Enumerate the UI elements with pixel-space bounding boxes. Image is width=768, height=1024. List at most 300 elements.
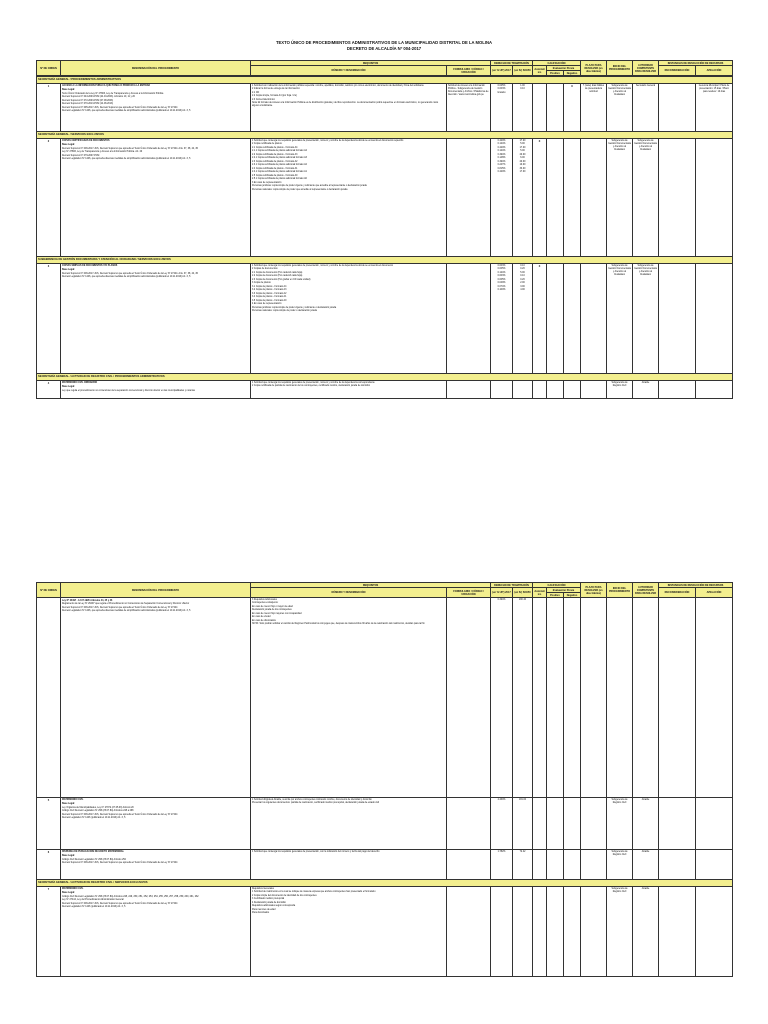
legal-basis-line: Base Legal: [62, 144, 75, 147]
col-recursos: INSTANCIAS DE RESOLUCIÓN DE RECURSOS [659, 61, 733, 66]
start-cell: Subgerencia de Registro Civil [607, 887, 633, 977]
requirement-line: 3.4 Copia de planos - Formato A1 [252, 296, 287, 299]
legal-basis-line: Decreto Supremo Nº 006-2017-JUS, Decreto Supremo que aprueba el Texto Único Ordenado de la Ley Nº 27444 [62, 902, 178, 905]
col-orden: Nº DE ORDEN [37, 61, 61, 76]
uit-value: 0.025% [497, 84, 506, 87]
col-plazo: PLAZO PARA RESOLVER (en días hábiles) [581, 61, 607, 76]
col-negativo: Negativo [564, 71, 581, 76]
requirement-line: 1 Solicitud que contenga los requisitos generales de presentación, número y nombre de la dependencia donde se encuentra el documento requerido [252, 139, 404, 142]
soles-value: 20.00 [519, 160, 526, 163]
positive-cell [547, 850, 564, 880]
requirements-cell [251, 887, 447, 977]
uit-cell [491, 887, 513, 977]
legal-basis-line: Código Civil Decreto Legislativo Nº 295 (25.07.84) Artículos 248, 249, 250, 251, 252, 253, 254, 255, 256, 257, 258, 259, 260, 261, 262 [62, 895, 199, 898]
requirement-line: En caso de menor hijo o mayor de edad [252, 605, 293, 608]
positive-cell [547, 381, 564, 399]
col-inicio: INICIO DEL PROCEDIMIENTO [607, 583, 633, 598]
uit-value: 0.124% [497, 150, 506, 153]
col-formulario: FORMULARIO / CÓDIGO / UBICACIÓN [447, 66, 491, 76]
requirement-line: 2 Copia certificada de planos: [252, 143, 283, 146]
legal-basis-line: Reglamento de la Ley Nº 26497 que regula el Procedimiento no Contencioso de Separación Convencional y Divorcio Ulterior [62, 603, 190, 606]
procedure-cell [61, 264, 251, 374]
col-uit: (en % UIT) 2017 [491, 588, 513, 598]
legal-basis-line: Base Legal: [62, 803, 75, 806]
section-header-row [37, 77, 733, 84]
row-number: 7 [37, 887, 61, 977]
uit-cell [491, 84, 513, 132]
requirement-line: 2.3.1 Copia certificada de planos adicional formato A2 [252, 164, 307, 167]
requirement-line: 2.1.1 Copia certificada de planos adicional formato A4 [252, 150, 307, 153]
requirements-cell [251, 139, 447, 257]
soles-cell [513, 798, 533, 850]
col-apelacion: APELACIÓN [696, 66, 733, 76]
legal-basis-line: Ley que regula el procedimiento no contencioso de la separación convencional y divorcio ulterior en las municipalidades y notarías [62, 389, 195, 392]
section-header-row [37, 132, 733, 139]
col-automatico: Automát ico [533, 588, 547, 598]
negative-cell [564, 850, 581, 880]
authority-cell: Secretario General [633, 84, 659, 132]
legal-basis-line: Decreto Supremo Nº 006-2017-JUS, Decreto Supremo que aprueba el Texto Único Ordenado de la Ley Nº 27444. Arts. 37, 38, 44, 45 [62, 147, 198, 150]
soles-value: 5.00 [520, 143, 525, 146]
soles-cell [513, 139, 533, 257]
legal-basis-line: Base Legal: [62, 892, 75, 895]
requirement-line: 2.2 Copia certificada de planos - Formato A3 [252, 153, 298, 156]
requirement-line: Personas naturales: copia simple de poder que acredite al representante o declaración jurada [252, 188, 348, 191]
row-number: 1 [37, 84, 61, 132]
requirement-line: En caso de viudez [252, 616, 271, 619]
soles-value: 20.00 [519, 153, 526, 156]
negative-cell: X [564, 84, 581, 132]
col-formulario: FORMULARIO / CÓDIGO / UBICACIÓN [447, 588, 491, 598]
procedure-name: COPIAS SIMPLES DE DOCUMENTOS Y/O PLANOS [62, 264, 118, 267]
requirement-line: En caso de divorciados [252, 619, 276, 622]
start-cell: Subgerencia de Gestión Documentaria y Atención al Ciudadano [607, 84, 633, 132]
uit-value: 0.003% [497, 88, 506, 91]
positive-cell [547, 264, 564, 374]
section-header-row [37, 257, 733, 264]
col-uit: (en % UIT) 2017 [491, 66, 513, 76]
col-inicio: INICIO DEL PROCEDIMIENTO [607, 61, 633, 76]
col-reconsideracion: RECONSIDERACIÓN [659, 588, 696, 598]
requirement-line: 2.2.1 Copia certificada de planos adicional formato A3 [252, 157, 307, 160]
requirement-line: Personas jurídicas: copia simple de poder vigente y suficiente o declaración jurada [252, 306, 337, 309]
soles-cell [513, 84, 533, 132]
deadline-cell: 7 (siete) días hábiles de presentada la solicitud [581, 84, 607, 132]
uit-cell [491, 598, 513, 798]
col-autoridad: AUTORIDAD COMPETENTE PARA RESOLVER [633, 61, 659, 76]
legal-basis-line: Base Legal: [62, 269, 75, 272]
positive-cell [547, 887, 564, 977]
procedure-name: MATRIMONIO CIVIL [62, 887, 84, 890]
deadline-cell [581, 139, 607, 257]
requirement-line: 2.1 CD [252, 91, 260, 94]
requirement-line: Declaración jurada de los contrayentes [252, 609, 292, 612]
soles-value: 4.00 [520, 289, 525, 292]
appeal-cell [696, 887, 733, 977]
requirement-line: 1 Solicitud que contenga los requisitos generales de presentación, número y nombre de la dependencia donde se encuentra el documento [252, 264, 393, 267]
procedure-cell [61, 850, 251, 880]
uit-value: 0.494% [497, 160, 506, 163]
legal-basis-line: Decreto Legislativo Nº 1246, que aprueba diversas medidas de simplificación administrativa (publicado el 10.11.2016) Art. 3, 5 [62, 276, 191, 279]
table-row [37, 798, 733, 850]
col-derecho: DERECHO DE TRAMITACIÓN [491, 583, 533, 588]
uit-value: 0.005% [497, 278, 506, 281]
reconsideration-cell [659, 887, 696, 977]
procedures-table-page-2 [36, 582, 733, 977]
col-recursos: INSTANCIAS DE RESOLUCIÓN DE RECURSOS [659, 583, 733, 588]
soles-cell [513, 887, 533, 977]
uit-value: 0.074% [497, 285, 506, 288]
automatic-cell [533, 598, 547, 798]
requirement-line: 2 Copia simple del documento de identidad de los contrayentes [252, 894, 317, 897]
section-title: SECRETARÍA GENERAL / SERVICIOS EXCLUSIVOS [37, 132, 733, 139]
requirement-line: Contrayentes extranjeros: [252, 602, 279, 605]
form-cell [447, 139, 491, 257]
requirements-cell [251, 850, 447, 880]
soles-value: 72.42 [519, 850, 526, 853]
requirement-line: 4 Declaración jurada de domicilio [252, 901, 286, 904]
row-number: 5 [37, 798, 61, 850]
soles-cell [513, 381, 533, 399]
authority-cell [633, 598, 659, 798]
section-header-row [37, 880, 733, 887]
col-automatico: Automát ico [533, 66, 547, 76]
requirement-line: NOTA: Solo podrán solicitar el cambio de Régimen Patrimonial los cónyuges que, después de transcurridos 30 años de la celebración del matrimonio, decidan para tal fin [252, 623, 425, 626]
authority-cell: Alcalde [633, 850, 659, 880]
positive-cell [547, 139, 564, 257]
uit-value: 1.782% [497, 850, 506, 853]
legal-basis-line: Base Legal: [62, 386, 75, 389]
requirements-cell [251, 84, 447, 132]
uit-value: 0.148% [497, 157, 506, 160]
uit-value: 0.005% [497, 268, 506, 271]
appeal-cell [696, 798, 733, 850]
form-cell: Solicitud de Acceso a la Información Pública - Subgerencia de Gestión Documentaria y Archivo / Plataforma de Atención / www.munimolina.gob.pe [447, 84, 491, 132]
col-calificacion: CALIFICACIÓN [533, 61, 581, 66]
requirement-line: 1 Solicitud con indicación de la información pública requerida: nombre, apellidos, domicilio, teléfono y/o correo electrónico, documento de identidad y firma del solicitante [252, 84, 424, 87]
procedure-cell [61, 381, 251, 399]
col-soles: (en S/) S/4050 [513, 588, 533, 598]
decree-number: DECRETO DE ALCALDÍA Nº 004-2017 [346, 46, 422, 51]
appeal-cell: Gerencia Municipal / Plazo de presentación: 15 días / Plazo para resolver: 10 días [696, 84, 733, 132]
form-cell [447, 850, 491, 880]
requirement-line: 2.5 Copia certificada de planos - Formato A0 [252, 174, 298, 177]
automatic-cell [533, 850, 547, 880]
document-page-1 [36, 40, 732, 510]
uit-value: 0.003% [497, 275, 506, 278]
legal-basis-line: Código Civil Decreto Legislativo Nº 295 (25.07.84) Artículos 248 a 268 [62, 810, 134, 813]
requirement-line: 1 Solicitud de matrimonio en la cual se indique de manera expresa que ambos contrayentes han presentado el formulario [252, 891, 376, 894]
deadline-cell [581, 798, 607, 850]
col-evaluacion: Evaluación Previa [547, 66, 581, 71]
document-page-2 [36, 582, 732, 1024]
requirements-cell [251, 798, 447, 850]
soles-cell [513, 850, 533, 880]
appeal-cell [696, 850, 733, 880]
appeal-cell [696, 598, 733, 798]
col-negativo: Negativo [564, 593, 581, 598]
requirement-line: Personas naturales: copia simple de poder o declaración jurada [252, 310, 317, 313]
requirement-line: En caso de menor hijo mayores con incapacidad [252, 612, 302, 615]
soles-value: 17.00 [519, 146, 526, 149]
procedure-cell [61, 598, 251, 798]
automatic-cell [533, 798, 547, 850]
deadline-cell [581, 850, 607, 880]
row-number: 6 [37, 850, 61, 880]
soles-value: 181.00 [518, 798, 527, 801]
col-procedure: DENOMINACIÓN DEL PROCEDIMIENTO [61, 583, 251, 598]
uit-value: 0.100% [497, 289, 506, 292]
negative-cell [564, 264, 581, 374]
appeal-cell [696, 264, 733, 374]
col-positivo: Positivo [547, 71, 564, 76]
requirement-line: 1 Solicitud que contenga los requisitos generales de presentación, número y nombre de la dependencia correspondiente [252, 381, 375, 384]
start-cell: Subgerencia de Registro Civil [607, 850, 633, 880]
col-requisitos: REQUISITOS [251, 61, 491, 66]
requirement-line: 2.3 Copia de documento (Por grabar en CD cada unidad) [252, 278, 311, 281]
uit-value: 4.460% [497, 798, 506, 801]
uit-cell [491, 264, 513, 374]
row-number: 4 [37, 381, 61, 399]
requirements-cell [251, 381, 447, 399]
soles-value: 0.20 [520, 278, 525, 281]
reconsideration-cell [659, 798, 696, 850]
uit-value: 0.247% [497, 164, 506, 167]
col-evaluacion: Evaluación Previa [547, 588, 581, 593]
negative-cell [564, 798, 581, 850]
legal-basis-line: Ley Nº 26497 - 12.07.1995 Artículos 44, 45 y 46 [62, 599, 113, 602]
legal-basis-line: Decreto Supremo Nº 006-2017-JUS, Decreto Supremo que aprueba el Texto Único Ordenado de la Ley Nº 27444 [62, 862, 178, 865]
legal-basis-line: Decreto Legislativo Nº 1246 (publicado el 10.11.2016) Art. 3, 5 [62, 817, 126, 820]
legal-basis-line: Texto Único Ordenado de la Ley Nº 27806, Ley de Transparencia y Acceso a la Información Pública [62, 92, 164, 95]
col-plazo: PLAZO PARA RESOLVER (en días hábiles) [581, 583, 607, 598]
requirement-line: 1 Solicitud dirigida al Alcalde, suscrita por ambos contrayentes indicando nombre, documento de identidad y domicilio [252, 798, 372, 801]
requirement-line: 2.5.1 Copia certificada de planos adicional formato A0 [252, 178, 307, 181]
col-reconsideracion: RECONSIDERACIÓN [659, 66, 696, 76]
requirement-line: 1 Solicitud que contenga los requisitos generales de presentación, con la indicación del número y fecha del pago del derecho [252, 850, 380, 853]
soles-value: 10.00 [519, 164, 526, 167]
legal-basis-line: Decreto Supremo Nº 006-2017-JUS, Decreto Supremo que aprueba el Texto Único Ordenado de la Ley Nº 27444 [62, 606, 178, 609]
requirement-line: 3 En caso de representación: [252, 181, 282, 184]
appeal-cell [696, 381, 733, 399]
soles-value: 0.10 [520, 264, 525, 267]
reconsideration-cell [659, 850, 696, 880]
requirement-line: 2.4 Copia certificada de planos - Formato A1 [252, 167, 298, 170]
requirement-line: 2.2 Copia de documento (Por cada A3 cada hoja) [252, 275, 303, 278]
soles-value: 5.00 [520, 150, 525, 153]
soles-value: 0.10 [520, 88, 525, 91]
procedures-table [36, 60, 733, 76]
authority-cell: Alcalde [633, 381, 659, 399]
legal-basis-line: Base Legal: [62, 89, 75, 92]
requirement-line: Para menores de edad [252, 908, 276, 911]
deadline-cell [581, 598, 607, 798]
requirement-line: 3 Certificado médico prenupcial [252, 898, 285, 901]
requirement-line: 2.2 Copia simple, formato A4 (por hoja / c/u) [252, 95, 297, 98]
col-procedure: DENOMINACIÓN DEL PROCEDIMIENTO [61, 61, 251, 76]
procedures-table-body [36, 76, 733, 399]
uit-value: 0.420% [497, 146, 506, 149]
start-cell: Subgerencia de Gestión Documentaria y Atención al Ciudadano [607, 264, 633, 374]
automatic-cell [533, 381, 547, 399]
table-row [37, 887, 733, 977]
soles-value: 2.00 [520, 282, 525, 285]
legal-basis-line: Decreto Legislativo Nº 1246 (publicado el 10.11.2016) Art. 3, 5 [62, 906, 126, 909]
reconsideration-cell [659, 84, 696, 132]
row-number: 3 [37, 264, 61, 374]
procedure-name: ACCESO A LA INFORMACIÓN PÚBLICA QUE POSEA O PRODUZCA LA ENTIDAD [62, 84, 151, 87]
procedure-cell [61, 84, 251, 132]
requirement-line: 2.1 Copia de documento (Por cada A4 cada hoja) [252, 271, 303, 274]
requirement-line: 2 Copia certificada de partida de nacimiento de los contrayentes, certificado médico, declaración jurada de domicilio [252, 385, 370, 388]
uit-value: 0.494% [497, 153, 506, 156]
requirement-line: Personas jurídicas: copia simple de poder vigente y suficiente que acredite al representante o declaración jurada [252, 185, 367, 188]
requirement-line: 2.1 Copia certificada de planos - Formato A4 [252, 146, 298, 149]
legal-basis-line: Ley Nº 27806, Ley de Transparencia y Acceso a la Información Pública. Art. 20 [62, 151, 143, 154]
requirement-line: Requisitos adicionales según corresponda [252, 905, 296, 908]
uit-value: 0.420% [497, 139, 506, 142]
positive-cell [547, 598, 564, 798]
form-cell [447, 598, 491, 798]
requirement-line: 2.3 Correo Electrónico [252, 98, 275, 101]
uit-value: 0.494% [497, 598, 506, 601]
uit-cell [491, 798, 513, 850]
deadline-cell [581, 887, 607, 977]
deadline-cell [581, 381, 607, 399]
document-title: TEXTO ÚNICO DE PROCEDIMIENTOS ADMINISTRATIVOS DE LA MUNICIPALIDAD DISTRITAL DE LA MOLINA [275, 40, 493, 45]
start-cell: Subgerencia de Registro Civil [607, 798, 633, 850]
col-positivo: Positivo [547, 593, 564, 598]
automatic-cell [533, 887, 547, 977]
legal-basis-line: Decreto Supremo Nº 006-2017-JUS, Decreto Supremo que aprueba el Texto Único Ordenado de la Ley Nº 27444 [62, 813, 178, 816]
procedure-cell [61, 798, 251, 850]
table-row [37, 139, 733, 257]
automatic-cell [533, 84, 547, 132]
soles-value: 1.00 [520, 84, 525, 87]
table-row [37, 850, 733, 880]
uit-value: 0.049% [497, 282, 506, 285]
soles-value: 17.00 [519, 139, 526, 142]
uit-cell [491, 139, 513, 257]
section-title: SECRETARÍA GENERAL / ACTIVIDAD DE REGISTRO CIVIL / PROCEDIMIENTOS ADMINISTRATIVOS [37, 374, 733, 381]
negative-cell [564, 381, 581, 399]
requirement-line: Presentar los siguientes documentos: partida de nacimiento, certificado médico prenupcial, declaración jurada de estado civil [252, 802, 380, 805]
col-numero: NÚMERO Y DENOMINACIÓN [251, 588, 447, 598]
uit-value: Gratuito [497, 91, 506, 94]
section-title: SECRETARÍA GENERAL / ACTIVIDAD DE REGISTRO CIVIL / SERVICIOS EXCLUSIVOS [37, 880, 733, 887]
positive-cell [547, 84, 564, 132]
procedure-cell [61, 887, 251, 977]
legal-basis-line: Código Civil Decreto Legislativo Nº 295 (25.07.84) Artículo 252 [62, 858, 126, 861]
automatic-cell: X [533, 139, 547, 257]
soles-value: 0.10 [520, 275, 525, 278]
col-numero: NÚMERO Y DENOMINACIÓN [251, 66, 447, 76]
reconsideration-cell [659, 598, 696, 798]
section-header-row [37, 374, 733, 381]
negative-cell [564, 598, 581, 798]
appeal-cell [696, 139, 733, 257]
requirement-line: Requisitos Generales [252, 887, 274, 890]
uit-value: 0.124% [497, 143, 506, 146]
soles-cell [513, 264, 533, 374]
requirements-cell [251, 264, 447, 374]
authority-cell: Subgerencia de Gestión Documentaria y Atención al Ciudadano [633, 139, 659, 257]
procedure-name: DISPENSA DE PUBLICACIÓN DE EDICTO MATRIMONIAL [62, 850, 124, 853]
uit-value: 0.003% [497, 264, 506, 267]
authority-cell: Alcalde [633, 798, 659, 850]
col-requisitos: REQUISITOS [251, 583, 491, 588]
col-orden: Nº DE ORDEN [37, 583, 61, 598]
reconsideration-cell [659, 264, 696, 374]
legal-basis-line: Ley Nº 27444, Ley del Procedimiento Administrativo General [62, 899, 124, 902]
automatic-cell: X [533, 264, 547, 374]
col-calificacion: CALIFICACIÓN [533, 583, 581, 588]
legal-basis-line: Decreto Supremo Nº 043-2003-PCM (24.04.2003). Artículos 10, 11 y 20 [62, 96, 135, 99]
legal-basis-line: Ley Orgánica de Municipalidades, Ley Nº 27972 (27.05.03) Artículo 20 [62, 806, 134, 809]
soles-value: 17.00 [519, 171, 526, 174]
soles-value: 200.40 [518, 598, 527, 601]
legal-basis-line: Decreto Supremo Nº 079-2007-PCM [62, 154, 100, 157]
legal-basis-line: Decreto Legislativo Nº 1246, que aprueba diversas medidas de simplificación administrativa (publicado el 10.11.2016) Art. 3, 5 [62, 110, 191, 113]
uit-value: 0.815% [497, 167, 506, 170]
requirement-line: 3 Requisitos Adicionales [252, 598, 277, 601]
requirement-line: 2.4.1 Copia certificada de planos adicional formato A1 [252, 171, 307, 174]
form-cell [447, 887, 491, 977]
procedure-name: MATRIMONIO CIVIL ORDINARIO [62, 381, 98, 384]
row-number [37, 598, 61, 798]
requirement-line: Nota: El formato de Acceso a la Información Pública es de distribución gratuita y de libre reproducción. La documentación podrá requerirse en formato electrónico, no generando costo alguno al solicitante. [252, 102, 439, 108]
start-cell: Subgerencia de Gestión Documentaria y Atención al Ciudadano [607, 139, 633, 257]
table-row [37, 84, 733, 132]
authority-cell: Subgerencia de Gestión Documentaria y Atención al Ciudadano [633, 264, 659, 374]
deadline-cell [581, 264, 607, 374]
requirement-line: 3.2 Copia de planos - Formato A3 [252, 289, 287, 292]
legal-basis-line: Base Legal: [62, 855, 75, 858]
soles-value: 33.00 [519, 167, 526, 170]
uit-value: 0.420% [497, 171, 506, 174]
requirement-line: 3.3 Copia de planos - Formato A2 [252, 292, 287, 295]
form-cell [447, 798, 491, 850]
authority-cell: Alcalde [633, 887, 659, 977]
table-row [37, 598, 733, 798]
procedure-name: COPIAS CERTIFICADAS DE DOCUMENTOS [62, 139, 110, 142]
col-derecho: DERECHO DE TRAMITACIÓN [491, 61, 533, 66]
soles-value: 3.00 [520, 285, 525, 288]
requirement-line: 3.5 Copia de planos - Formato A0 [252, 299, 287, 302]
reconsideration-cell [659, 139, 696, 257]
table-row [37, 264, 733, 374]
row-number: 2 [37, 139, 61, 257]
table-row [37, 381, 733, 399]
legal-basis-line: Decreto Supremo Nº 072-2003-PCM (07.08.2003) [62, 99, 114, 102]
col-apelacion: APELACIÓN [696, 588, 733, 598]
form-cell [447, 264, 491, 374]
col-autoridad: AUTORIDAD COMPETENTE PARA RESOLVER [633, 583, 659, 598]
positive-cell [547, 798, 564, 850]
requirement-line: 3 Copia de planos: [252, 282, 272, 285]
uit-value: 0.124% [497, 271, 506, 274]
legal-basis-line: Decreto Supremo Nº 095-2017-JUS, Decreto Supremo que aprueba el Texto Único Ordenado de la Ley Nº 27444 [62, 106, 178, 109]
section-title: SUBGERENCIA DE GESTIÓN DOCUMENTARIA Y ATENCIÓN AL CIUDADANO / SERVICIOS EXCLUSIVOS [37, 257, 733, 264]
requirement-line: 4 En caso de representación: [252, 303, 282, 306]
soles-cell [513, 598, 533, 798]
legal-basis-line: Decreto Legislativo Nº 1246, que aprueba diversas medidas de simplificación administrativa (publicado el 10.11.2016) Art. 3, 5 [62, 610, 191, 613]
form-cell [447, 381, 491, 399]
negative-cell [564, 139, 581, 257]
legal-basis-line: Decreto Legislativo Nº 1246, que aprueba diversas medidas de simplificación administrativa (publicado el 10.11.2016) Art. 3, 5 [62, 158, 191, 161]
reconsideration-cell [659, 381, 696, 399]
requirements-cell [251, 598, 447, 798]
